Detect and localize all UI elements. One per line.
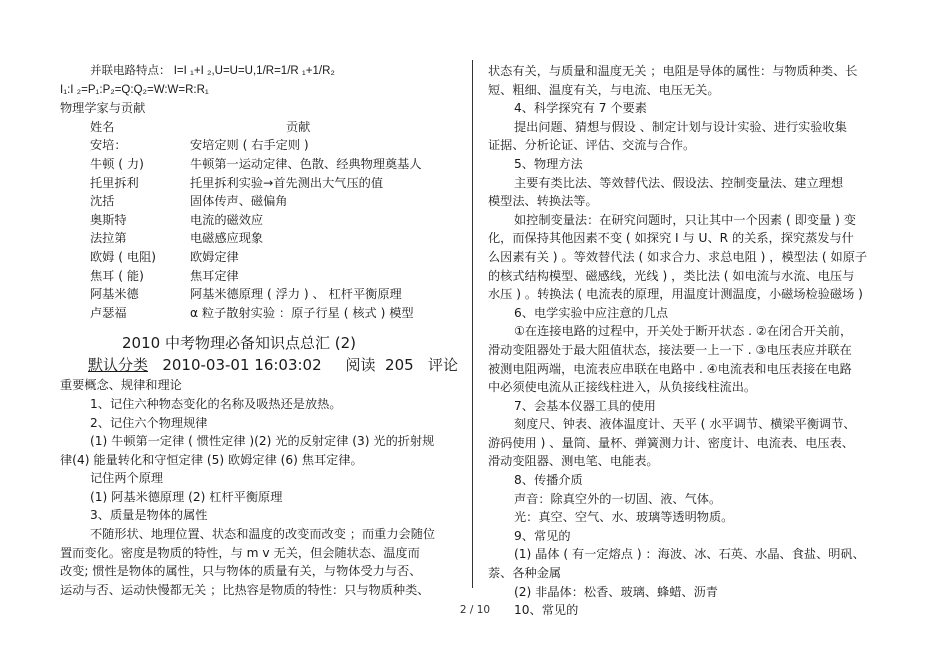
body-line: 刻度尺、钟表、液体温度计、天平 ( 水平调节、横梁平衡调节、 — [514, 417, 856, 432]
body-line: 提出问题、猜想与假设 、制定计划与设计实验、进行实验收集 — [514, 119, 847, 134]
scientist-name: 安培： — [90, 138, 127, 153]
column-divider — [472, 60, 473, 588]
body-line: (2) 非晶体：松香、玻璃、蜂蜡、沥青 — [514, 584, 718, 599]
body-line: (1) 晶体 ( 有一定熔点 ) ：海波、冰、石英、水晶、食盐、明矾、 — [514, 547, 865, 562]
body-line: 4、科学探究有 7 个要素 — [514, 101, 647, 116]
body-line: 重要概念、规律和理论 — [60, 378, 182, 393]
scientists-heading: 物理学家与贡献 — [60, 101, 146, 116]
scientist-contribution: 阿基米德原理 ( 浮力 ) 、 杠杆平衡原理 — [190, 287, 402, 302]
scientist-name: 欧姆 ( 电阻) — [90, 249, 157, 264]
read-count: 205 — [385, 356, 414, 375]
body-line: 如控制变量法：在研究问题时，只让其中一个因素 ( 即变量 ) 变 — [514, 212, 856, 227]
body-line: 主要有类比法、等效替代法、假设法、控制变量法、建立理想 — [514, 175, 844, 190]
scientist-row — [60, 155, 460, 174]
scientist-row — [60, 267, 460, 286]
body-line: 状态有关，与质量和温度无关 ；电阻是导体的属性：与物质种类、长 — [488, 64, 858, 78]
scientist-row — [60, 192, 460, 211]
body-line: 水压 ) 。转换法 ( 电流表的原理，用温度计测温度，小磁场检验磁场 ) — [488, 287, 863, 302]
scientists-list — [60, 136, 460, 322]
body-line: 中必须使电流从正接线柱进入，从负接线柱流出。 — [488, 380, 757, 395]
scientist-name: 沈括 — [90, 194, 115, 209]
body-line: 么因素有关 ) 。等效替代法 ( 如求合力、求总电阻 ) ，模型法 ( 如原子 — [488, 249, 868, 264]
body-line: 3、质量是物体的属性 — [90, 508, 208, 523]
body-line: (1) 牛顿第一定律 ( 惯性定律 )(2) 光的反射定律 (3) 光的折射规 — [90, 434, 435, 449]
scientist-row — [60, 285, 460, 304]
scientist-contribution: 安培定则 ( 右手定则 ) — [190, 138, 309, 153]
body-line: (1) 阿基米德原理 (2) 杠杆平衡原理 — [90, 489, 283, 504]
body-line: 滑动变阻器处于最大阻值状态，接法要一上一下 . ③电压表应并联在 — [488, 342, 852, 357]
scientist-row — [60, 229, 460, 248]
body-line: 律(4) 能量转化和守恒定律 (5) 欧姆定律 (6) 焦耳定律。 — [60, 452, 363, 467]
scientist-contribution: 欧姆定律 — [190, 249, 239, 264]
body-line: 短、粗细、温度有关，与电流、电压无关。 — [488, 82, 720, 97]
scientist-contribution: 电流的磁效应 — [190, 212, 264, 227]
scientist-contribution: 托里拆利实验→首先测出大气压的值 — [190, 175, 384, 190]
category-link[interactable]: 默认分类 — [88, 356, 149, 375]
scientist-contribution: 固体传声、磁偏角 — [190, 194, 288, 209]
body-line: 10、常见的 — [514, 603, 579, 618]
left-body — [60, 376, 460, 599]
scientist-name: 法拉第 — [90, 231, 127, 246]
scientist-contribution: α 粒子散射实验 ：原子行星 ( 核式 ) 模型 — [190, 305, 414, 320]
scientist-contribution: 电磁感应现象 — [190, 231, 264, 246]
left-column — [60, 62, 460, 599]
scientist-name: 焦耳 ( 能) — [90, 268, 144, 283]
scientist-contribution: 焦耳定律 — [190, 268, 239, 283]
body-line: 8、传播介质 — [514, 473, 583, 488]
body-line: 置而变化。密度是物质的特性，与 m v 无关，但会随状态、温度而 — [60, 545, 420, 560]
post-datetime: 2010-03-01 16:03:02 — [162, 356, 322, 375]
page-number: 2 / 10 — [459, 604, 491, 616]
scientist-row — [60, 211, 460, 230]
body-line: 5、物理方法 — [514, 156, 583, 171]
right-column — [488, 62, 890, 620]
scientist-row — [60, 248, 460, 267]
article-meta — [60, 354, 460, 376]
body-line: 6、电学实验中应注意的几点 — [514, 305, 669, 320]
body-line: 1、记住六种物态变化的名称及吸热还是放热。 — [90, 396, 342, 411]
body-line: 被测电阻两端，电流表应串联在电路中 . ④电流表和电压表接在电路 — [488, 361, 852, 376]
body-line: 模型法、转换法等。 — [488, 194, 598, 209]
scientist-name: 牛顿 ( 力) — [90, 156, 144, 171]
body-line: 运动与否、运动快慢都无关 ；比热容是物质的特性：只与物质种类、 — [60, 582, 430, 597]
body-line: 改变; 惯性是物体的属性，只与物体的质量有关，与物体受力与否、 — [60, 564, 422, 579]
scientist-name: 卢瑟福 — [90, 305, 127, 320]
body-line: 7、会基本仪器工具的使用 — [514, 398, 656, 413]
body-line: 9、常见的 — [514, 528, 571, 543]
body-line: 游码使用 ) 、量筒、量杯、弹簧测力计、密度计、电流表、电压表、 — [488, 435, 854, 450]
comment-link[interactable]: 评论 — [428, 356, 459, 375]
scientist-contribution: 牛顿第一运动定律、色散、经典物理奠基人 — [190, 156, 422, 171]
scientists-header-row — [60, 118, 460, 137]
body-line: 光：真空、空气、水、玻璃等透明物质。 — [514, 510, 734, 525]
read-label: 阅读 — [345, 356, 376, 375]
body-line: 记住两个原理 — [90, 471, 164, 486]
scientist-name: 奥斯特 — [90, 212, 127, 227]
body-line: 滑动变阻器、测电笔、电能表。 — [488, 454, 659, 469]
body-line: 的核式结构模型、磁感线，光线 ) ，类比法 ( 如电流与水流、电压与 — [488, 268, 855, 283]
scientist-row — [60, 174, 460, 193]
scientist-row — [60, 304, 460, 323]
body-line: 证据、分析论证、评估、交流与合作。 — [488, 138, 696, 153]
parallel-circuit-formula: 并联电路特点： I=I ₁+I ₂,U=U=U,1/R=1/R ₁+1/R₂ — [90, 65, 335, 77]
scientist-row — [60, 136, 460, 155]
scientist-name: 托里拆利 — [90, 175, 139, 190]
body-line: 声音：除真空外的一切固、液、气体。 — [514, 491, 722, 506]
body-line: 2、记住六个物理规律 — [90, 415, 208, 430]
body-line: ①在连接电路的过程中，开关处于断开状态 . ②在闭合开关前， — [514, 324, 853, 339]
body-line: 化，而保持其他因素不变 ( 如探究 I 与 U、R 的关系，探究蒸发与什 — [488, 231, 854, 246]
ratio-formula: I₁:I ₂=P₁:P₂=Q:Q₂=W:W=R:R₁ — [60, 83, 209, 96]
article-title: 2010 中考物理必备知识点总汇 (2) — [122, 334, 356, 353]
body-line: 不随形状、地理位置、状态和温度的改变而改变 ；而重力会随位 — [90, 527, 436, 542]
name-header: 姓名 — [90, 119, 115, 134]
contribution-header: 贡献 — [286, 119, 311, 134]
scientist-name: 阿基米德 — [90, 287, 139, 302]
body-line: 萘、各种金属 — [488, 566, 562, 581]
